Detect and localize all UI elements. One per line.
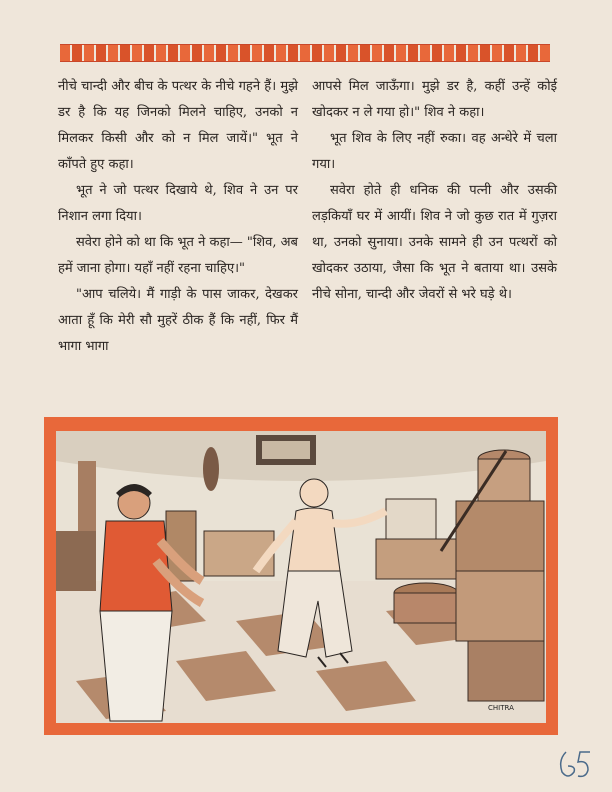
left-paragraph-4: "आप चलिये। मैं गाड़ी के पास जाकर, देखकर आता हूँ कि मेरी सौ मुहरें ठीक हैं कि नहीं, फिर मैं भागा भागा [58,287,298,354]
illustration-drawing [56,431,546,723]
left-paragraph-2: भूत ने जो पत्थर दिखाये थे, शिव ने उन पर निशान लगा दिया। [58,183,298,224]
right-paragraph-1: आपसे मिल जाऊँगा। मुझे डर है, कहीं उन्हें कोई खोदकर न ले गया हो।" शिव ने कहा। [312,79,557,120]
right-paragraph-2: भूत शिव के लिए नहीं रुका। वह अन्धेरे में चला गया। [312,131,557,172]
right-paragraph-3: सवेरा होते ही धनिक की पत्नी और उसकी लड़कियाँ घर में आयीं। शिव ने जो कुछ रात में गुज़रा था, उनको सुनाया। उनके सामने ही उन पत्थरों को खोदकर उठाया, जैसा कि भूत ने बताया था। उसके नीचे सोना, चान्दी और जेवरों से भरे घड़े थे। [312,183,557,302]
illustration [56,431,546,723]
left-paragraph-1: नीचे चान्दी और बीच के पत्थर के नीचे गहने हैं। मुझे डर है कि यह जिनको मिलने चाहिए, उनको न मिलकर किसी और को न मिल जायें।" भूत ने काँपते हुए कहा। [58,79,298,172]
decorative-border [60,44,550,62]
illustration-frame [44,417,558,735]
handwritten-65 [556,746,596,782]
right-column [312,74,557,308]
left-paragraph-3: सवेरा होने को था कि भूत ने कहा— "शिव, अब हमें जाना होगा। यहाँ नहीं रहना चाहिए।" [58,235,298,276]
left-column [58,74,298,360]
artist-signature: CHITRA [488,704,514,712]
page-number-mark [556,746,596,782]
